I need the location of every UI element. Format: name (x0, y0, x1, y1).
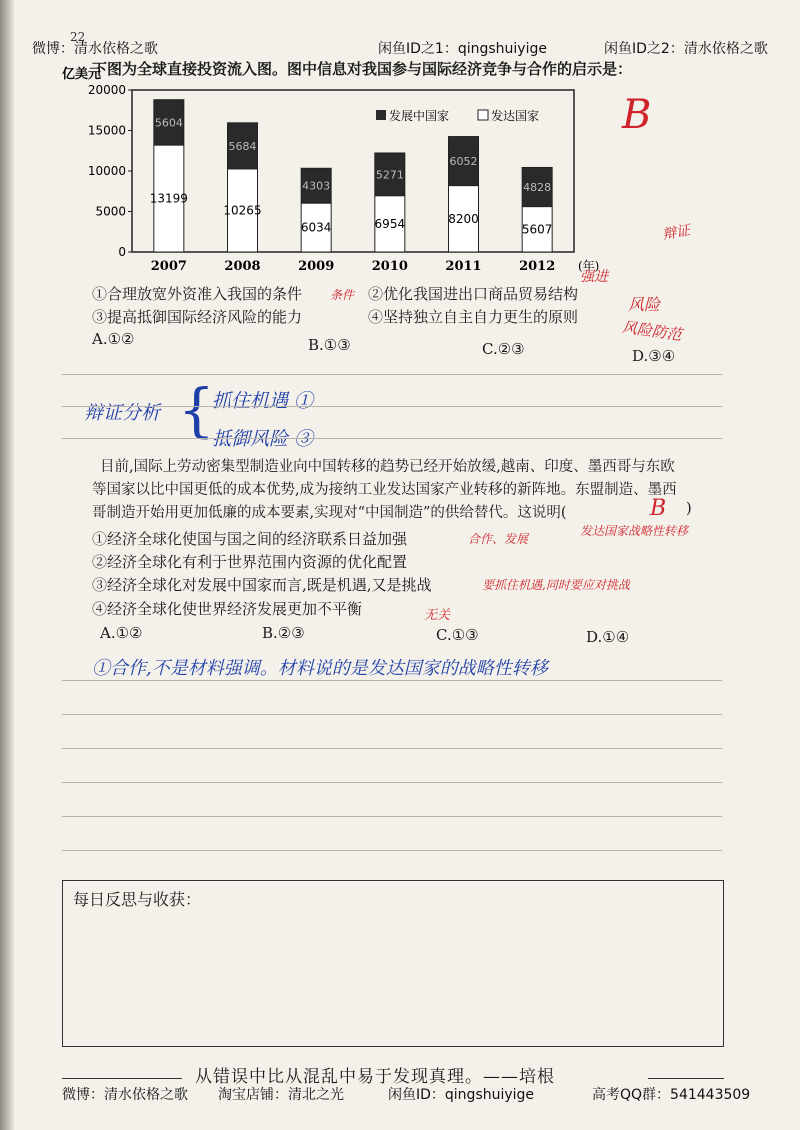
q2-choice-a[interactable]: A.①② (100, 624, 143, 642)
q2-answer-mark: B (650, 496, 667, 521)
y-tick-label: 10000 (87, 164, 126, 178)
q2-choice-b[interactable]: B.②③ (262, 624, 305, 642)
legend-label-developing: 发展中国家 (389, 109, 450, 123)
x-tick-label: 2009 (298, 259, 335, 274)
chart-ylabel: 亿美元 (62, 67, 102, 82)
q2-red-note-opportunity: 要抓住机遇,同时要应对挑战 (482, 578, 630, 592)
bar-label-developed: 6034 (300, 220, 332, 235)
note-seize-opportunity: 抓住机遇 ① (212, 390, 314, 412)
daily-reflection-title: 每日反思与收获： (73, 890, 202, 909)
q2-statement-1: ①经济全球化使国与国之间的经济联系日益加强 (92, 530, 408, 548)
legend-swatch-developed (478, 110, 488, 120)
chart-x-axis (151, 258, 600, 274)
q2-statement-3: ③经济全球化对发展中国家而言,既是机遇,又是挑战 (92, 576, 432, 594)
q1-statement-3: ③提高抵御国际经济风险的能力 (92, 308, 303, 326)
bar-label-developing: 5684 (228, 139, 257, 153)
q1-choice-b[interactable]: B.①③ (308, 336, 351, 354)
watermark-xianyu-1: 闲鱼ID之1：qingshuiyige (378, 41, 547, 57)
x-tick-label: 2010 (371, 259, 408, 274)
bar-label-developing: 6052 (449, 155, 478, 169)
q2-statement-4: ④经济全球化使世界经济发展更加不平衡 (92, 600, 363, 618)
q1-choice-d[interactable]: D.③④ (632, 347, 676, 365)
y-tick-label: 15000 (87, 123, 126, 138)
x-tick-label: 2007 (150, 259, 187, 274)
answer-line (62, 714, 722, 715)
footer-qq: 高考QQ群：541443509 (592, 1087, 751, 1103)
question-1-stem: 下图为全球直接投资流入图。图中信息对我国参与国际经济竞争与合作的启示是： (92, 60, 633, 78)
y-tick-label: 20000 (87, 83, 126, 97)
q1-answer-mark: B (622, 92, 652, 138)
bar-label-developed: 10265 (223, 203, 262, 218)
question-number: 22 (70, 30, 86, 44)
page-binding-edge (0, 0, 14, 1130)
footer-shop: 淘宝店铺：清北之光 (218, 1087, 344, 1103)
bar-label-developing: 5271 (375, 168, 404, 182)
q1-statement-1: ①合理放宽外资准入我国的条件 (92, 285, 303, 303)
q1-red-note-risk-prevent: 风险防范 (620, 317, 683, 345)
note-brace: { (178, 376, 215, 444)
answer-line (62, 438, 722, 439)
note-resist-risk: 抵御风险 ③ (212, 428, 314, 450)
q2-red-note-transfer: 发达国家战略性转移 (580, 524, 689, 538)
footer-rule-right (648, 1078, 724, 1079)
watermark-weibo: 微博：清水依格之歌 (32, 41, 158, 57)
q1-statement-4: ④坚持独立自主自力更生的原则 (368, 308, 579, 326)
q1-choice-c[interactable]: C.②③ (482, 340, 525, 358)
y-tick-label: 0 (118, 245, 126, 259)
q2-stem-line-3: 哥制造开始用更加低廉的成本要素,实现对“中国制造”的供给替代。这说明( (92, 505, 567, 521)
q1-statement-2: ②优化我国进出口商品贸易结构 (368, 285, 579, 303)
y-tick-label: 5000 (95, 204, 126, 219)
q2-blue-note: ①合作,不是材料强调。材料说的是发达国家的战略性转移 (92, 658, 548, 679)
answer-line (62, 748, 722, 749)
q1-red-note-condition: 条件 (330, 288, 355, 302)
q2-statement-2: ②经济全球化有利于世界范围内资源的优化配置 (92, 553, 408, 571)
x-unit-label: (年) (578, 259, 600, 273)
footer-xianyu: 闲鱼ID：qingshuiyige (388, 1087, 535, 1103)
bar-label-developing: 5604 (154, 116, 183, 130)
q2-stem-line-1: 目前,国际上劳动密集型制造业向中国转移的趋势已经开始放缓,越南、印度、墨西哥与东欧 (100, 459, 675, 475)
q1-red-note-risk: 风险 (628, 295, 661, 314)
bar-label-developed: 8200 (448, 211, 479, 226)
q1-red-note-dialectic: 辩证 (660, 222, 692, 244)
bar-label-developed: 13199 (149, 191, 188, 206)
footer-rule-left (62, 1078, 182, 1079)
q2-choice-c[interactable]: C.①③ (436, 626, 479, 644)
chart-legend (376, 108, 539, 123)
q1-choice-a[interactable]: A.①② (92, 330, 135, 348)
footer-weibo: 微博：清水依格之歌 (62, 1087, 188, 1103)
answer-line (62, 850, 722, 851)
chart-y-axis (88, 83, 132, 259)
q1-red-note-2: 强进 (580, 269, 608, 285)
x-tick-label: 2011 (445, 259, 482, 274)
bar-label-developed: 6954 (374, 216, 406, 231)
q2-red-note-cooperation: 合作、发展 (468, 532, 529, 546)
bar-label-developing: 4303 (302, 179, 331, 193)
bar-label-developing: 4828 (523, 181, 552, 195)
x-tick-label: 2012 (519, 259, 556, 274)
q2-red-note-irrelevant: 无关 (424, 608, 451, 623)
answer-line (62, 406, 722, 407)
watermark-xianyu-2: 闲鱼ID之2：清水依格之歌 (604, 41, 768, 57)
bar-label-developed: 5607 (521, 222, 553, 237)
x-tick-label: 2008 (224, 259, 261, 274)
daily-reflection-box[interactable] (62, 880, 724, 1047)
q2-close-paren: ) (686, 501, 692, 517)
q2-stem-line-2: 等国家以比中国更低的成本优势,成为接纳工业发达国家产业转移的新阵地。东盟制造、墨西 (92, 482, 677, 498)
answer-line (62, 680, 722, 681)
answer-line (62, 374, 722, 375)
q2-choice-d[interactable]: D.①④ (586, 628, 630, 646)
footer-motto: 从错误中比从混乱中易于发现真理。——培根 (195, 1067, 555, 1087)
legend-label-developed: 发达国家 (491, 109, 540, 123)
note-dialectic-analysis: 辩证分析 (84, 402, 161, 424)
legend-swatch-developing (376, 110, 386, 120)
answer-line (62, 782, 722, 783)
answer-line (62, 816, 722, 817)
